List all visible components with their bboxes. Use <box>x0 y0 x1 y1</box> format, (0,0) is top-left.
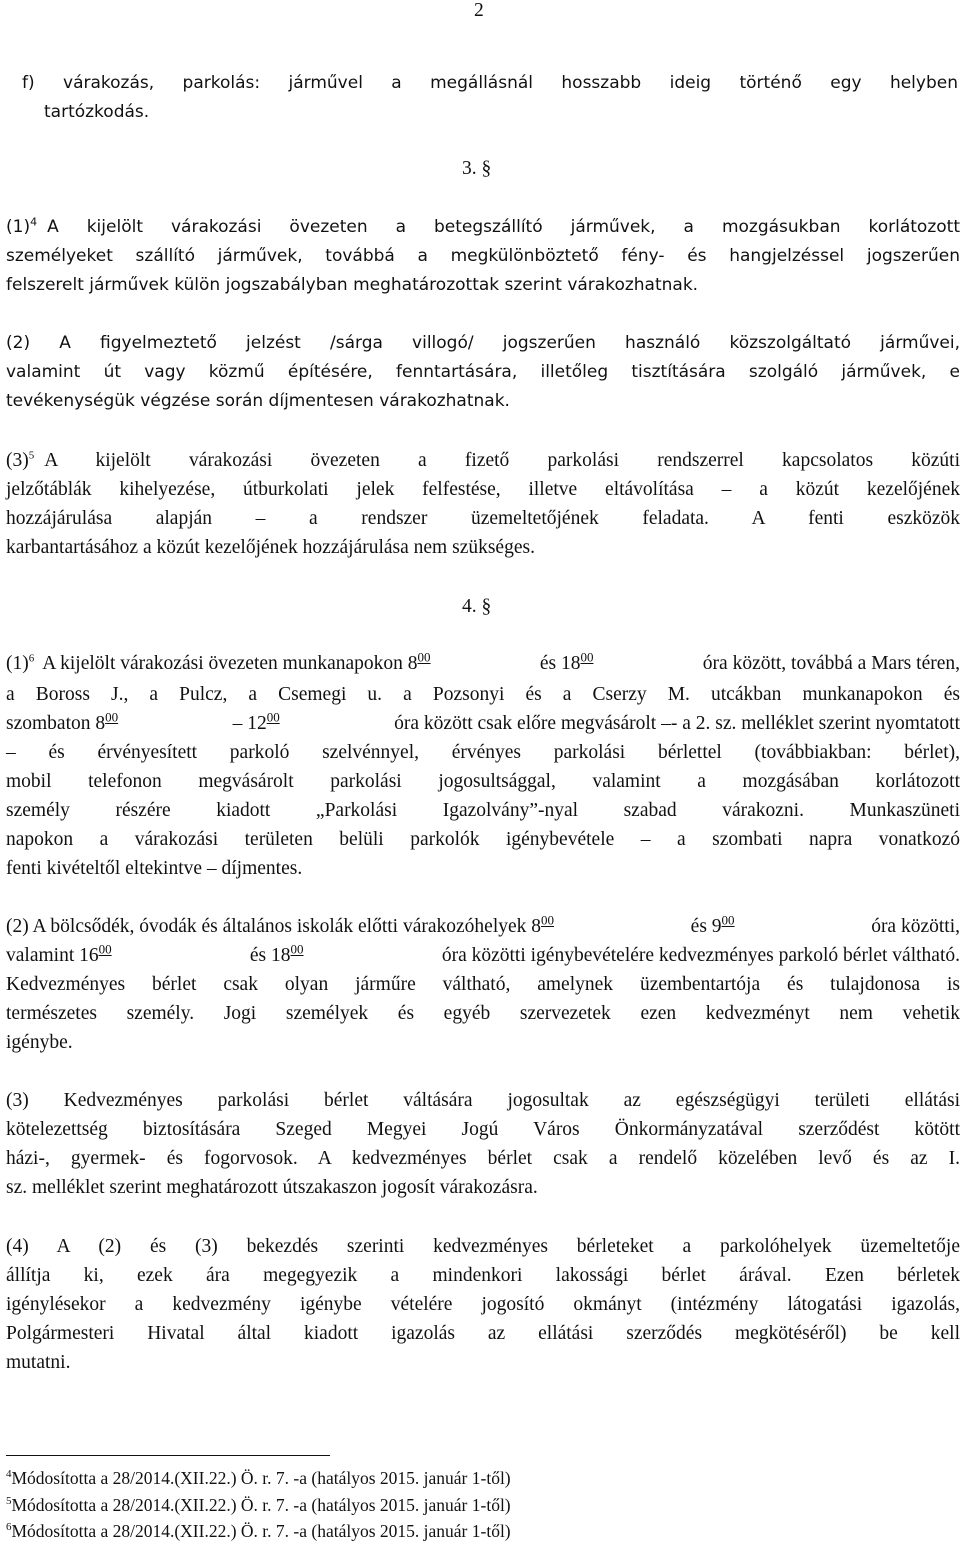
text-line: kötelezettség biztosítására Szeged Megyei Jogú Város Önkormányzatával szerződést kötött <box>6 1119 960 1140</box>
footnote-4: $^4$Módosította a 28/2014.(XII.22.) Ö. r. 7. -a (hatályos 2015. január 1-től) <box>6 1468 511 1488</box>
section-heading-4: 4. § <box>462 596 492 617</box>
text-line: személyeket szállító járművek, továbbá a megkülönböztető fény- és hangjelzéssel jogszerűen <box>6 246 960 266</box>
footnote-5: $^5$Módosította a 28/2014.(XII.22.) Ö. r. 7. -a (hatályos 2015. január 1-től) <box>6 1495 511 1515</box>
text-line: fenti kivételtől eltekintve – díjmentes. <box>6 858 303 879</box>
text-line: hozzájárulása alapján – a rendszer üzemeltetőjének feladata. A fenti eszközök <box>6 508 960 529</box>
text-line: állítja ki, ezek ára megegyezik a mindenkori lakossági bérlet árával. Ezen bérletek <box>6 1265 960 1286</box>
paragraph-label: $(1)^6$ <box>6 652 35 674</box>
text-line: a Boross J., a Pulcz, a Csemegi u. a Pozsonyi és a Cserzy M. utcákban munkanapokon és <box>6 684 960 705</box>
text-line: mutatni. <box>6 1352 71 1373</box>
text-line: jelzőtáblák kihelyezése, útburkolati jelek felfestése, illetve eltávolítása – a közút kezelőjének <box>6 479 960 500</box>
text-line: sz. melléklet szerint meghatározott útszakaszon jogosít várakozásra. <box>6 1177 538 1198</box>
footnote-divider <box>6 1455 330 1456</box>
text-line: igénylésekor a kedvezmény igénybe vételére jogosító okmányt (intézmény látogatási igazolás, <box>6 1294 960 1315</box>
text-line: szombaton $8^{00}$ – $12^{00}$ óra között csak előre megvásárolt –- a 2. sz. melléklet szerint nyomtatott <box>6 709 960 734</box>
text-line: A kijelölt várakozási övezeten a fizető parkolási rendszerrel kapcsolatos közúti <box>44 450 960 471</box>
text-line: házi-, gyermek- és fogorvosok. A kedvezményes bérlet csak a rendelő közelében levő és az I. <box>6 1148 960 1169</box>
text-line: személy részére kiadott „Parkolási Igazolvány”-nyal szabad várakozni. Munkaszüneti <box>6 800 960 821</box>
text-line: (2) A figyelmeztető jelzést /sárga villogó/ jogszerűen használó közszolgáltató járművei, <box>6 333 960 353</box>
footnote-ref: 4 <box>30 215 38 229</box>
text-line: Polgármesteri Hivatal által kiadott igazolás az ellátási szerződés megkötéséről) be kell <box>6 1323 960 1344</box>
text-line: tevékenységük végzése során díjmentesen várakozhatnak. <box>6 391 510 411</box>
section-heading-3: 3. § <box>462 158 492 179</box>
text-line: napokon a várakozási területen belüli parkolók igénybevétele – a szombati napra vonatkozó <box>6 829 960 850</box>
text-line: mobil telefonon megvásárolt parkolási jogosultsággal, valamint a mozgásában korlátozott <box>6 771 960 792</box>
paragraph-label: $(1)^4$ <box>6 215 38 237</box>
text-line: Kedvezményes bérlet csak olyan járműre váltható, amelynek üzembentartója és tulajdonosa is <box>6 974 960 995</box>
text-line: valamint út vagy közmű építésére, fenntartására, illetőleg tisztítására szolgáló járművek, e <box>6 362 960 382</box>
text-line: A kijelölt várakozási övezeten munkanapokon $8^{00}$ és $18^{00}$ óra között, továbbá a Mars téren, <box>42 649 960 674</box>
footnote-ref: 5 <box>28 449 35 462</box>
page-number: 2 <box>474 0 484 21</box>
text-line: A kijelölt várakozási övezeten a betegszállító járművek, a mozgásukban korlátozott <box>47 217 960 237</box>
text-line: valamint $16^{00}$ és $18^{00}$ óra közötti igénybevételére kedvezményes parkoló bérlet váltható. <box>6 941 960 966</box>
text-line: (2) A bölcsődék, óvodák és általános iskolák előtti várakozóhelyek $8^{00}$ és $9^{00}$ óra közötti, <box>6 912 960 937</box>
text-line: f) várakozás, parkolás: járművel a megállásnál hosszabb ideig történő egy helyben <box>22 73 958 93</box>
text-line: természetes személy. Jogi személyek és egyéb szervezetek ezen kedvezményt nem vehetik <box>6 1003 960 1024</box>
footnote-ref: 6 <box>28 652 35 665</box>
text-line: – és érvényesített parkoló szelvénnyel, érvényes parkolási bérlettel (továbbiakban: bérlet), <box>6 742 960 763</box>
text-line: igénybe. <box>6 1032 73 1053</box>
paragraph-label: $(3)^5$ <box>6 449 35 471</box>
footnote-6: $^6$Módosította a 28/2014.(XII.22.) Ö. r. 7. -a (hatályos 2015. január 1-től) <box>6 1521 511 1541</box>
text-line: (4) A (2) és (3) bekezdés szerinti kedvezményes bérleteket a parkolóhelyek üzemeltetője <box>6 1236 960 1257</box>
text-line: karbantartásához a közút kezelőjének hozzájárulása nem szükséges. <box>6 537 535 558</box>
text-line: (3) Kedvezményes parkolási bérlet váltására jogosultak az egészségügyi területi ellátási <box>6 1090 960 1111</box>
text-line: felszerelt járművek külön jogszabályban meghatározottak szerint várakozhatnak. <box>6 275 699 295</box>
text-line: tartózkodás. <box>44 102 150 122</box>
